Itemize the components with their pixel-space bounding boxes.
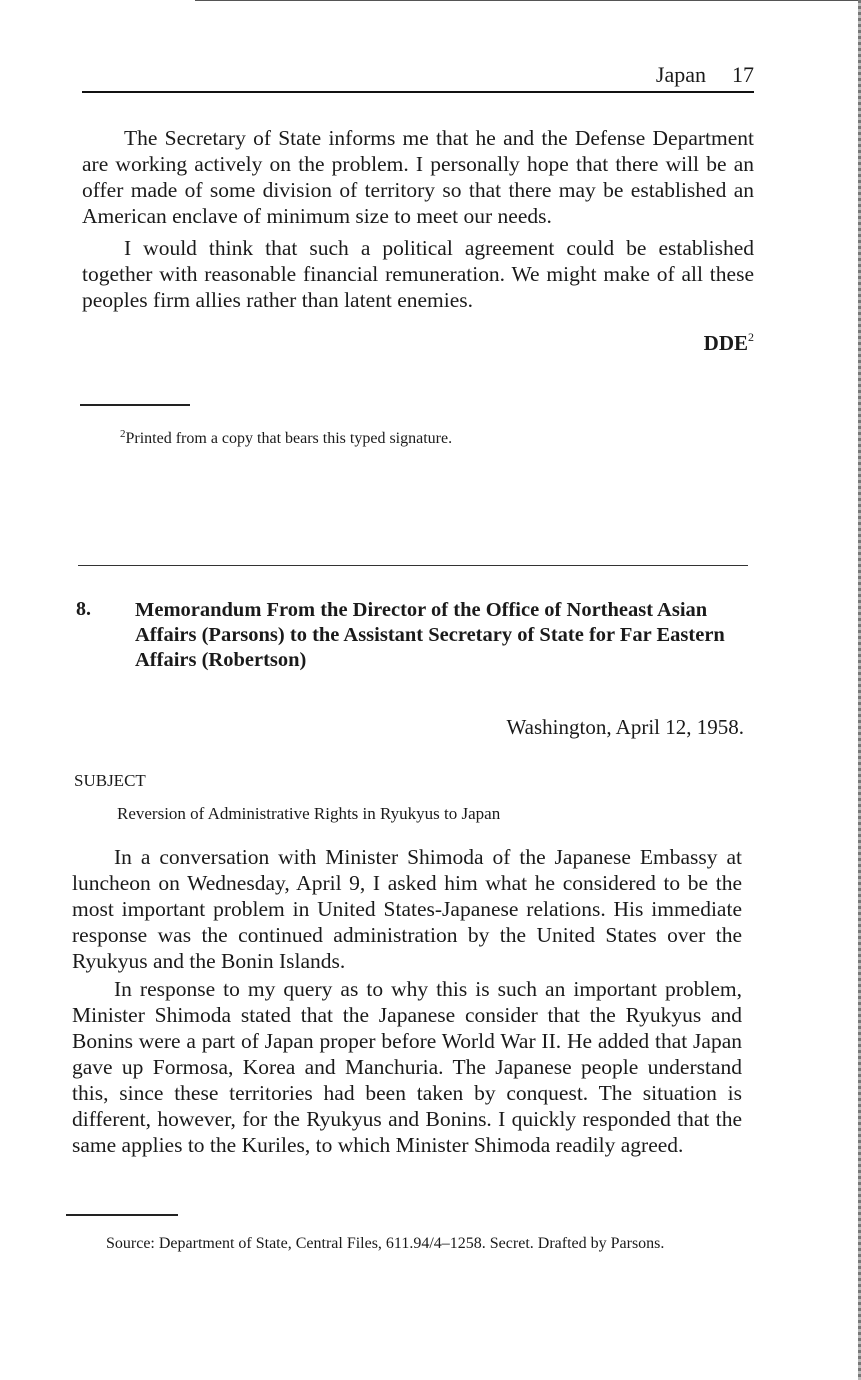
running-head-section: Japan <box>655 62 706 87</box>
footnote-marker: 2 <box>120 428 126 440</box>
subject-text: Reversion of Administrative Rights in Ryukyus to Japan <box>117 804 501 823</box>
signature <box>640 330 754 356</box>
body-paragraph: I would think that such a political agreement could be established together with reasonable financial remuneration. We might make of all these peoples firm allies rather than latent enemies. <box>82 236 754 312</box>
footnote-text: Printed from a copy that bears this typed signature. <box>125 430 453 447</box>
document-separator-rule <box>78 565 748 566</box>
document-title: Memorandum From the Director of the Office of Northeast Asian Affairs (Parsons) to the Assistant Secretary of State for Far Eastern Affairs (Robertson) <box>135 599 725 671</box>
footnote <box>120 426 452 447</box>
body-paragraph: In a conversation with Minister Shimoda of the Japanese Embassy at luncheon on Wednesday, April 9, I asked him what he considered to be the most important problem in United States-Japanese relations. His immediate response was the continued administration by the United States over the Ryukyus and the Bonin Islands. <box>72 845 742 973</box>
document-number: 8. <box>76 598 91 620</box>
page-number: 17 <box>732 62 754 87</box>
header-rule <box>82 91 754 93</box>
signature-text: DDE <box>703 331 748 355</box>
footnote-ref: 2 <box>748 330 754 344</box>
body-paragraph: The Secretary of State informs me that he and the Defense Department are working actively on the problem. I personally hope that there will be an offer made of some division of territory so that there may be established an American enclave of minimum size to meet our needs. <box>82 126 754 228</box>
source-note: Source: Department of State, Central Files, 611.94/4–1258. Secret. Drafted by Parsons. <box>106 1235 665 1252</box>
source-note-rule <box>66 1214 178 1216</box>
subject-label: SUBJECT <box>74 771 146 790</box>
dateline: Washington, April 12, 1958. <box>506 715 744 739</box>
scan-top-edge <box>195 0 861 1</box>
body-paragraph: In response to my query as to why this is such an important problem, Minister Shimoda stated that the Japanese consider that the Ryukyus and Bonins were a part of Japan proper before World War II. He added that Japan gave up Formosa, Korea and Manchuria. The Japanese people understand this, since these territories had been taken by conquest. The situation is different, however, for the Ryukyus and Bonins. I quickly responded that the same applies to the Kuriles, to which Minister Shimoda readily agreed. <box>72 977 742 1157</box>
running-head <box>82 62 754 88</box>
footnote-rule <box>80 404 190 406</box>
